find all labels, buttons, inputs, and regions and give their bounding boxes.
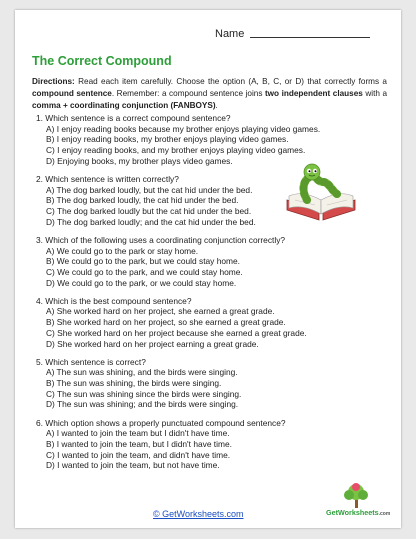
- option-c: C) The dog barked loudly but the cat hid under the bed.: [46, 206, 252, 217]
- option-b: B) The dog barked loudly, the cat hid under the bed.: [46, 195, 239, 206]
- question-3: [36, 235, 386, 289]
- directions-text-1: Read each item carefully. Choose the option (A, B, C, or D) that correctly forms a: [74, 77, 387, 86]
- option-d: D) The sun was shining; and the birds were singing.: [46, 399, 239, 410]
- question-stem: 3. Which of the following uses a coordinating conjunction correctly?: [36, 234, 286, 245]
- option-c: C) I wanted to join the team, and didn't have time.: [46, 449, 231, 460]
- question-stem: 2. Which sentence is written correctly?: [36, 173, 179, 184]
- name-field: [215, 27, 370, 40]
- question-5: [36, 357, 386, 411]
- option-d: D) The dog barked loudly; and the cat hid under the bed.: [46, 216, 256, 227]
- question-stem: 4. Which is the best compound sentence?: [36, 295, 192, 306]
- option-a: A) I enjoy reading books because my brother enjoys playing video games.: [46, 123, 321, 134]
- option-a: A) We could go to the park or stay home.: [46, 245, 199, 256]
- option-c: C) I enjoy reading books, and my brother enjoys playing video games.: [46, 145, 306, 156]
- worksheet-title: The Correct Compound: [32, 54, 172, 68]
- option-c: C) We could go to the park, and we could stay home.: [46, 266, 243, 277]
- option-b: B) The sun was shining, the birds were singing.: [46, 378, 222, 389]
- option-c: C) The sun was shining since the birds were singing.: [46, 388, 242, 399]
- directions-label: Directions:: [32, 77, 75, 86]
- directions-bold-2: two independent clauses: [264, 89, 363, 98]
- question-6: [36, 418, 386, 472]
- question-4: [36, 296, 386, 350]
- option-a: A) The sun was shining, and the birds were singing.: [46, 367, 238, 378]
- getworksheets-logo: [322, 482, 392, 522]
- name-label: Name: [215, 28, 245, 40]
- option-b: B) I enjoy reading books, my brother enjoys playing video games.: [46, 134, 289, 145]
- directions-text-3: with a: [362, 89, 387, 98]
- logo-get: Get: [326, 508, 338, 517]
- directions: [32, 76, 387, 112]
- logo-wordmark: [326, 508, 390, 517]
- directions-bold-1: compound sentence: [32, 89, 112, 98]
- option-b: B) I wanted to join the team, but I didn't have time.: [46, 438, 232, 449]
- question-1: [36, 113, 386, 167]
- option-c: C) She worked hard on her project because she earned a great grade.: [46, 327, 307, 338]
- directions-text-2: . Remember: a compound sentence joins: [111, 89, 265, 98]
- option-d: D) Enjoying books, my brother plays video games.: [46, 155, 233, 166]
- logo-dotcom: .com: [378, 511, 391, 517]
- worksheet-page: [15, 10, 401, 528]
- option-a: A) She worked hard on her project, she earned a great grade.: [46, 306, 275, 317]
- option-d: D) She worked hard on her project earning a great grade.: [46, 338, 259, 349]
- directions-text-4: .: [215, 101, 218, 110]
- question-stem: 6. Which option shows a properly punctuated compound sentence?: [36, 417, 286, 428]
- question-stem: 5. Which sentence is correct?: [36, 356, 146, 367]
- option-a: A) The dog barked loudly, but the cat hid under the bed.: [46, 184, 253, 195]
- getworksheets-link[interactable]: © GetWorksheets.com: [153, 509, 244, 519]
- option-d: D) I wanted to join the team, but not have time.: [46, 460, 220, 471]
- logo-worksheets: Worksheets: [337, 508, 379, 517]
- option-d: D) We could go to the park, or we could stay home.: [46, 277, 237, 288]
- tree-logo-icon: [322, 482, 392, 510]
- book-worm-illustration-icon: [283, 160, 359, 222]
- option-a: A) I wanted to join the team but I didn't have time.: [46, 428, 230, 439]
- directions-bold-3: comma + coordinating conjunction (FANBOYS): [32, 101, 216, 110]
- option-b: B) She worked hard on her project, so she earned a great grade.: [46, 317, 286, 328]
- option-b: B) We could go to the park, but we could stay home.: [46, 256, 240, 267]
- name-blank-line[interactable]: [250, 27, 370, 38]
- question-stem: 1. Which sentence is a correct compound sentence?: [36, 113, 231, 123]
